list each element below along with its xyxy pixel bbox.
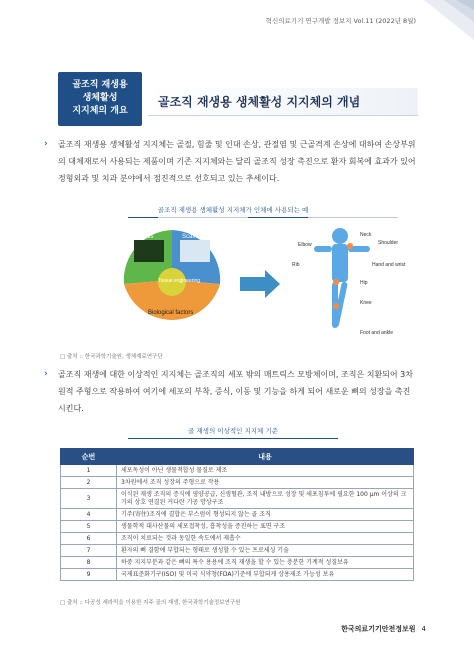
tissue-engineering-diagram bbox=[124, 230, 220, 320]
section-tag-line: 골조직 재생용 bbox=[72, 80, 128, 90]
paragraph-1 bbox=[44, 136, 418, 187]
table-row bbox=[61, 533, 414, 545]
section-tag-line: 생체활성 bbox=[82, 93, 118, 103]
figure-label: 골조직 재생용 생체활성 지지체가 인체에 사용되는 예 bbox=[128, 205, 338, 218]
table-row bbox=[61, 521, 414, 533]
table-row bbox=[61, 557, 414, 569]
col-header-number: 순번 bbox=[61, 449, 117, 465]
row-content: 환자의 뼈 결함에 부합되는 형태로 생성할 수 있는 프로세싱 기술 bbox=[117, 545, 414, 557]
table-label: 골 재생의 이상적인 지지체 기준 bbox=[128, 426, 338, 439]
row-number: 8 bbox=[61, 557, 117, 569]
table-source: □ 출처 :: 다공성 세라믹을 이용한 지주 골의 재생, 한국과학기술정보연구원 bbox=[60, 600, 241, 606]
row-number: 3 bbox=[61, 489, 117, 509]
row-number: 5 bbox=[61, 521, 117, 533]
cells-label: Cells bbox=[140, 234, 154, 240]
foot-label: Foot and ankle bbox=[360, 330, 394, 336]
row-content: 조직이 치료되는 것과 동일한 속도에서 재흡수 bbox=[117, 533, 414, 545]
row-content: 국제표준화기구(ISO) 및 미국 식약청(FDA)기준에 부합되게 상용제조 가능성 보유 bbox=[117, 569, 414, 581]
col-header-content: 내용 bbox=[117, 449, 414, 465]
hand-label: Hand and wrist bbox=[372, 262, 406, 268]
arrow-icon bbox=[240, 270, 280, 298]
row-content: 생물학적 대사산물의 세포접착성, 흡착성을 증진하는 표면 구조 bbox=[117, 521, 414, 533]
corner-decoration bbox=[414, 0, 474, 40]
row-number: 6 bbox=[61, 533, 117, 545]
table-row bbox=[61, 509, 414, 521]
paragraph-text: 골조직 재생에 대한 이상적인 지지체는 골조직의 세포 밖의 매트릭스 모방체이며, 조직은 치환되어 3차원적 주형으로 작용하여 여기에 세포의 부착, 증식, 이동 및 기능을 하게 되어 새로운 뼈의 성장을 촉진시킨다. bbox=[58, 370, 413, 413]
bio-label: Biological factors bbox=[148, 310, 194, 316]
section-tag bbox=[58, 72, 142, 126]
row-content: 세포독성이 아닌 생물적합성 물질로 제조 bbox=[117, 465, 414, 477]
row-content: 3차원에서 조직 성장의 주형으로 작용 bbox=[117, 477, 414, 489]
section-tag-line: 지지체의 개요 bbox=[72, 106, 128, 116]
chevron-right-icon: › bbox=[44, 139, 48, 149]
neck-label: Neck bbox=[360, 232, 372, 238]
hip-label: Hip bbox=[360, 280, 368, 286]
shoulder-label: Shoulder bbox=[378, 240, 399, 246]
table-header-row bbox=[61, 449, 414, 465]
table-row bbox=[61, 477, 414, 489]
table-row bbox=[61, 545, 414, 557]
footer bbox=[341, 624, 426, 634]
rib-label: Rib bbox=[292, 262, 300, 268]
chevron-right-icon: › bbox=[44, 369, 48, 379]
table-row bbox=[61, 489, 414, 509]
human-skeleton-icon bbox=[314, 228, 370, 328]
footer-org: 한국의료기기안전정보원 bbox=[341, 625, 416, 633]
paragraph-text: 골조직 재생용 생체활성 지지체는 골절, 힘줄 및 인대 손상, 관절염 및 근골격계 손상에 대하여 손상부위의 대체재로서 사용되는 제품이며 기존 지지체와는 달리 골조직 성장 촉진으로 환자 회복에 효과가 있어 정형외과 및 치과 분야에서 점진적으로 선호되고 있는 추세이다. bbox=[58, 140, 416, 183]
page-title: 골조직 재생용 생체활성 지지체의 개념 bbox=[158, 95, 361, 109]
row-content: 기주(寄住)조직에 결합은 부스럼이 형성되지 않는 골 조직 bbox=[117, 509, 414, 521]
row-number: 9 bbox=[61, 569, 117, 581]
table-row bbox=[61, 465, 414, 477]
table-row bbox=[61, 569, 414, 581]
row-number: 2 bbox=[61, 477, 117, 489]
row-number: 4 bbox=[61, 509, 117, 521]
figure-diagram bbox=[60, 222, 410, 350]
elbow-label: Elbow bbox=[298, 242, 312, 248]
paragraph-2 bbox=[44, 366, 418, 417]
figure-source: □ 출처 :: 한국과학기술원, 생체재료연구단 bbox=[60, 354, 163, 360]
page-number: 4 bbox=[421, 625, 426, 633]
criteria-table bbox=[60, 448, 414, 581]
row-number: 1 bbox=[61, 465, 117, 477]
header-note: 혁신의료기기 연구개발 정보지 Vol.11 (2022년 8월) bbox=[265, 17, 416, 25]
row-content: 이식된 재생 조직의 증식에 영양공급, 신생혈관, 조직 내방으로 성장 및 세포침투에 필요한 100 μm 이상의 크기의 상호 연결된 커다란 기공 망상구조 bbox=[117, 489, 414, 509]
scaffolds-label: Scaffolds bbox=[182, 234, 207, 240]
row-content: 하중 지지부분과 같은 뼈의 특수 용용에 조직 재생을 할 수 있는 충분한 기계적 성질보유 bbox=[117, 557, 414, 569]
knee-label: Knee bbox=[360, 300, 372, 306]
tissue-label: Tissue engineering bbox=[158, 278, 201, 284]
row-number: 7 bbox=[61, 545, 117, 557]
